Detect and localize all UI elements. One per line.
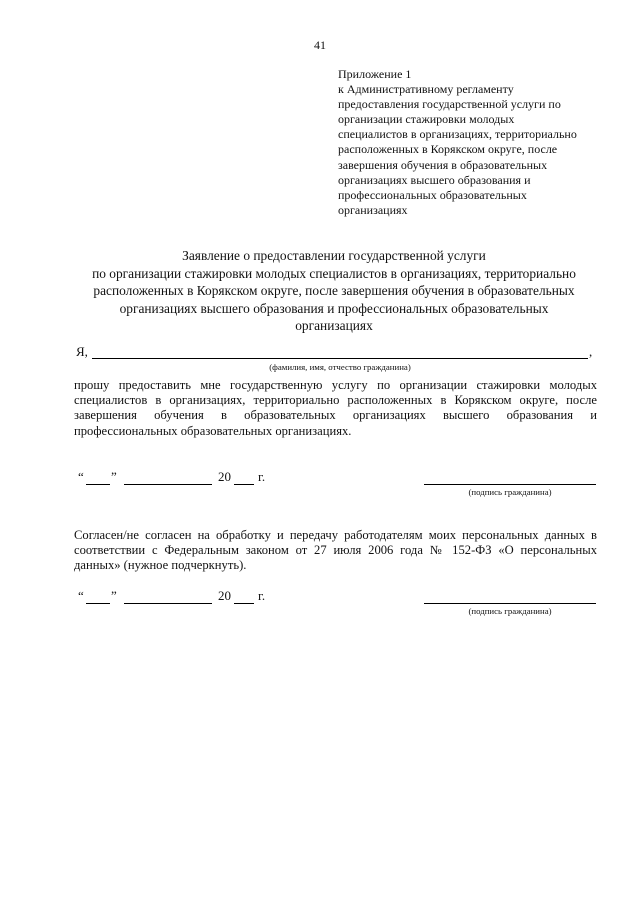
appendix-line: к Административному регламенту [338,82,514,97]
applicant-name-field[interactable] [92,358,588,359]
document-title [70,247,598,335]
date-day-field[interactable] [86,603,110,604]
date-year-prefix: 20 [218,588,231,603]
date-year-prefix: 20 [218,469,231,484]
applicant-caption: (фамилия, имя, отчество гражданина) [269,362,411,372]
date-close-quote: ” [111,588,117,603]
appendix-line: расположенных в Корякском округе, после [338,142,558,157]
date-month-field[interactable] [124,603,212,604]
page-number: 41 [314,38,326,52]
title-line: расположенных в Корякском округе, после завершения обучения в образовательных [93,283,575,299]
date-open-quote: “ [78,588,84,603]
appendix-line: специалистов в организациях, территориально [338,127,577,142]
date-month-field[interactable] [124,484,212,485]
request-text: прошу предоставить мне государственную услугу по организации стажировки молодых специалистов в организациях, территориально расположенных в Корякском округе, после завершения обучения в образовательных организациях высшего образования и профессиональных образовательных организациях. [74,378,597,438]
title-line: организациях высшего образования и профессиональных образовательных [119,300,549,316]
appendix-line: завершения обучения в образовательных [338,157,548,172]
applicant-suffix: , [589,344,593,359]
date-day-field[interactable] [86,484,110,485]
title-line: по организации стажировки молодых специалистов в организациях, территориально [92,265,576,281]
title-line: организациях [295,318,373,334]
appendix-line: организации стажировки молодых [338,112,515,127]
date-year-field[interactable] [234,603,254,604]
appendix-title: Приложение 1 [338,67,412,81]
appendix-line: предоставления государственной услуги по [338,97,561,112]
signature-field[interactable] [424,603,596,604]
date-close-quote: ” [111,469,117,484]
date-open-quote: “ [78,469,84,484]
consent-text: Согласен/не согласен на обработку и передачу работодателям моих персональных данных в соответствии с Федеральным законом от 27 июля 2006 года № 152-ФЗ «О персональных данных» (нужное подчеркнуть). [74,528,597,573]
date-year-suffix: г. [258,588,266,603]
appendix-line: организациях высшего образования и [338,172,531,187]
signature-caption: (подпись гражданина) [468,487,552,497]
appendix-line: организациях [338,202,408,217]
appendix-line: профессиональных образовательных [338,187,527,202]
signature-caption: (подпись гражданина) [468,606,552,616]
date-year-field[interactable] [234,484,254,485]
date-year-suffix: г. [258,469,266,484]
applicant-prefix: Я, [76,344,88,359]
title-line: Заявление о предоставлении государственной услуги [182,248,486,263]
signature-field[interactable] [424,484,596,485]
appendix-block [338,67,608,218]
